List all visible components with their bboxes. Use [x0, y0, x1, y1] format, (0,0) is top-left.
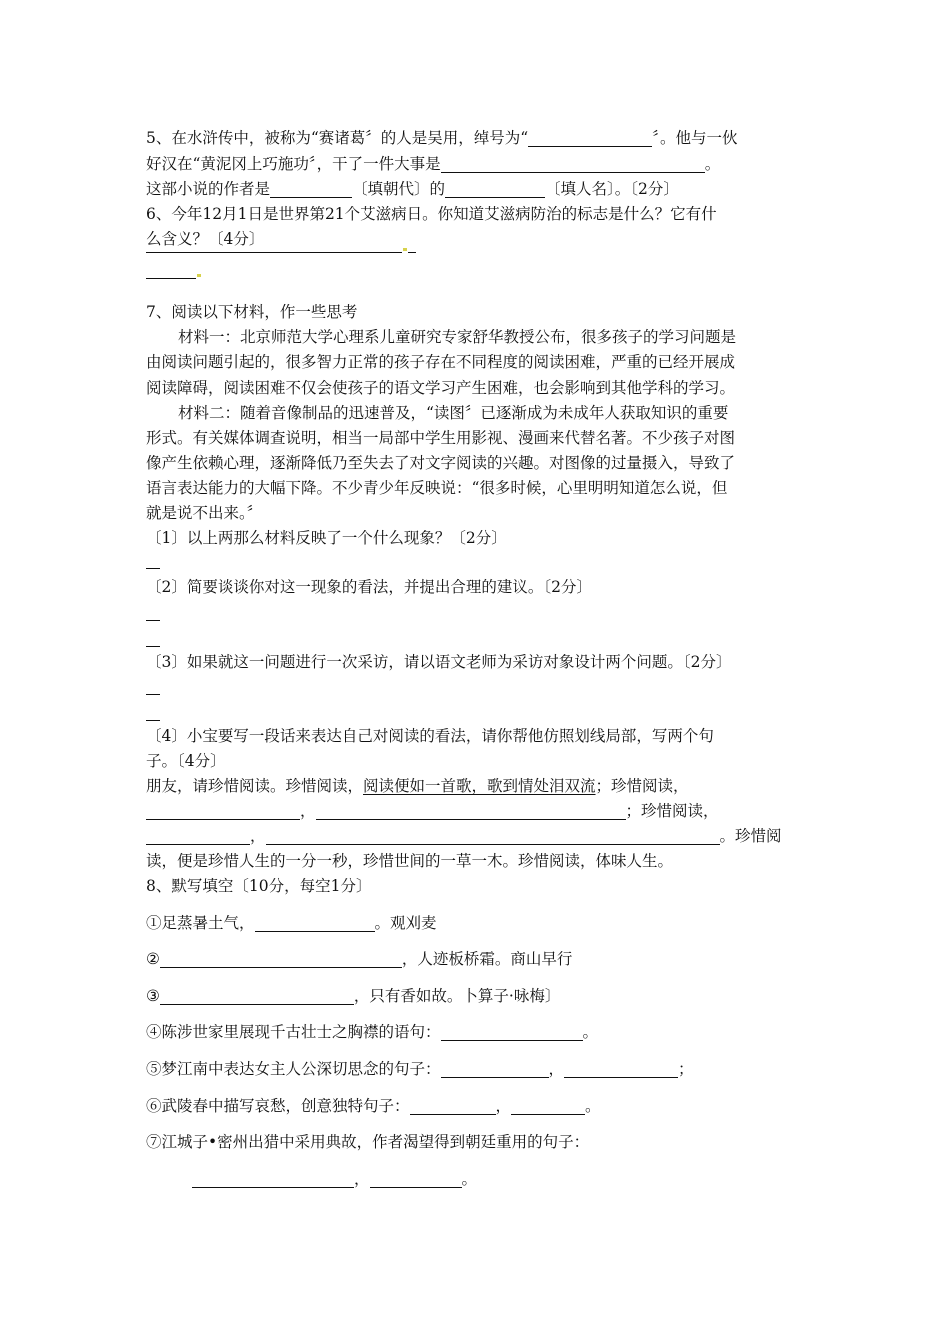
q8-blank-2[interactable]: [160, 950, 402, 968]
q7-p1a: 朋友，请珍惜阅读。珍惜阅读，: [146, 777, 364, 795]
q7-material1-line-1: 材料一：北京师范大学心理系儿童研究专家舒华教授公布，很多孩子的学习问题是: [178, 328, 737, 346]
q7-title: 7、阅读以下材料，作一些思考: [146, 303, 358, 321]
q7-sub1-answer[interactable]: [146, 552, 160, 574]
q7-p1b: ；珍惜阅读，: [595, 777, 689, 795]
q7-paragraph-line-1: [146, 775, 689, 797]
q5-blank-nickname[interactable]: [528, 129, 652, 147]
q8-item-3-tail: ，只有香如故。卜算子·咏梅〕: [353, 987, 561, 1005]
q8-item-2-num: ②: [146, 950, 160, 968]
q8-item-2: [146, 948, 572, 970]
q7-sub3-answer-1[interactable]: [146, 678, 160, 700]
q8-item-3: [146, 985, 560, 1007]
q8-item-5-text: ⑤梦江南中表达女主人公深切思念的句子：: [146, 1060, 441, 1078]
q7-p3b: 。珍惜阅: [719, 827, 782, 845]
q8-blank-7b[interactable]: [370, 1170, 462, 1188]
q8-title: 8、默写填空〔10分，每空1分〕: [146, 877, 372, 895]
q6-answer-line-1[interactable]: [146, 236, 416, 258]
q8-item-2-tail: ，人迹板桥霜。商山早行: [401, 950, 573, 968]
q7-blank-1[interactable]: [146, 802, 300, 820]
q8-item-6-comma: ，: [495, 1097, 512, 1115]
q8-blank-1[interactable]: [255, 914, 375, 932]
q7-sub1: 〔1〕以上两那么材料反映了一个什么现象？〔2分〕: [146, 529, 507, 547]
q5-blank-dynasty[interactable]: [270, 180, 352, 198]
q7-p2b: ；珍惜阅读，: [625, 802, 719, 820]
q8-item-6: [146, 1095, 601, 1117]
q5-line-3: [146, 178, 679, 200]
q7-sub2-answer-2[interactable]: [146, 630, 160, 652]
q8-blank-5b[interactable]: [564, 1060, 678, 1078]
q8-item-4-text: ④陈涉世家里展现千古壮士之胸襟的语句：: [146, 1023, 441, 1041]
q8-item-4-tail: 。: [582, 1023, 599, 1041]
q6-answer-line-2[interactable]: [146, 262, 202, 284]
q7-paragraph-line-3: [146, 825, 782, 847]
q6-line-1: 6、今年12月1日是世界第21个艾滋病日。你知道艾滋病防治的标志是什么？它有什: [146, 205, 717, 223]
q7-sub3-answer-2[interactable]: [146, 704, 160, 726]
q5-blank-author[interactable]: [445, 180, 545, 198]
q8-item-6-tail: 。: [585, 1097, 601, 1115]
q5-line-1: [146, 127, 737, 149]
q8-item-1-text: ①足蒸暑土气，: [146, 914, 255, 932]
q7-material2-line-2: 形式。有关媒体调查说明，相当一局部中学生用影视、漫画来代替名著。不少孩子对图: [146, 429, 736, 447]
q7-sub2-answer-1[interactable]: [146, 604, 160, 626]
q7-model-sentence: 阅读便如一首歌，歌到情处泪双流: [363, 777, 596, 795]
q7-blank-2[interactable]: [316, 802, 626, 820]
q5-text-3a: 这部小说的作者是: [146, 180, 271, 198]
q5-text-2a: 好汉在“黄泥冈上巧施功〞，干了一件大事是: [146, 155, 441, 173]
q7-comma-1: ，: [300, 802, 316, 820]
q7-material2-line-3: 像产生依赖心理，逐渐降低乃至失去了对文字阅读的兴趣。对图像的过量摄入，导致了: [146, 454, 736, 472]
q8-blank-3[interactable]: [160, 987, 354, 1005]
q7-material1-line-2: 由阅读问题引起的，很多智力正常的孩子存在不同程度的阅读困难，严重的已经开展成: [146, 353, 736, 371]
q7-sub2: 〔2〕简要谈谈你对这一现象的看法，并提出合理的建议。〔2分〕: [146, 578, 592, 596]
q8-blank-6a[interactable]: [410, 1097, 496, 1115]
q8-item-6-text: ⑥武陵春中描写哀愁，创意独特句子：: [146, 1097, 410, 1115]
q8-blank-6b[interactable]: [511, 1097, 585, 1115]
q5-line-2: [146, 153, 720, 175]
q7-sub4-line-2: 子。〔4分〕: [146, 752, 226, 770]
q5-text-2b: 。: [704, 155, 721, 173]
q5-text-3b: 〔填朝代〕的: [352, 180, 446, 198]
q8-item-7: ⑦江城子•密州出猎中采用典故，作者渴望得到朝廷重用的句子：: [146, 1133, 590, 1151]
q7-material2-line-1: 材料二：随着音像制品的迅速普及，“读图〞已逐渐成为未成年人获取知识的重要: [178, 404, 729, 422]
q7-sub4-line-1: 〔4〕小宝要写一段话来表达自己对阅读的看法，请你帮他仿照划线局部，写两个句: [146, 727, 714, 745]
q5-blank-event[interactable]: [441, 155, 705, 173]
q7-comma-2: ，: [250, 827, 266, 845]
q7-blank-3[interactable]: [146, 827, 250, 845]
q5-text-3c: 〔填人名〕。〔2分〕: [545, 180, 679, 198]
q5-text-1b: 〞。他与一伙: [652, 129, 738, 147]
q6-text-2: 么含义？〔4分〕: [146, 230, 265, 248]
q8-blank-5a[interactable]: [441, 1060, 549, 1078]
q8-item-3-num: ③: [146, 987, 160, 1005]
q7-material2-line-4: 语言表达能力的大幅下降。不少青少年反映说：“很多时候，心里明明知道怎么说，但: [146, 479, 728, 497]
q5-text-1a: 5、在水浒传中，被称为“赛诸葛〞的人是吴用，绰号为“: [146, 129, 529, 147]
q7-paragraph-line-2: [146, 800, 719, 822]
q8-item-7-comma: ，: [354, 1170, 370, 1188]
q7-sub3: 〔3〕如果就这一问题进行一次采访，请以语文老师为采访对象设计两个问题。〔2分〕: [146, 653, 732, 671]
q8-item-5-comma: ，: [548, 1060, 565, 1078]
q8-item-1-tail: 。观刈麦: [374, 914, 437, 932]
q7-paragraph-line-4: 读，便是珍惜人生的一分一秒，珍惜世间的一草一木。珍惜阅读，体味人生。: [146, 852, 674, 870]
q8-item-7-tail: 。: [461, 1170, 478, 1188]
q8-blank-4[interactable]: [441, 1023, 583, 1041]
q7-material2-line-5: 就是说不出来。〞: [146, 504, 263, 522]
q8-item-4: [146, 1021, 598, 1043]
q8-blank-7a[interactable]: [192, 1170, 354, 1188]
q7-blank-4[interactable]: [266, 827, 720, 845]
q8-item-7-answers: [192, 1168, 477, 1190]
q8-item-5: [146, 1058, 694, 1080]
q7-material1-line-3: 阅读障碍，阅读困难不仅会使孩子的语文学习产生困难，也会影响到其他学科的学习。: [146, 379, 736, 397]
q8-item-1: [146, 912, 437, 934]
q8-item-5-tail: ；: [678, 1060, 694, 1078]
